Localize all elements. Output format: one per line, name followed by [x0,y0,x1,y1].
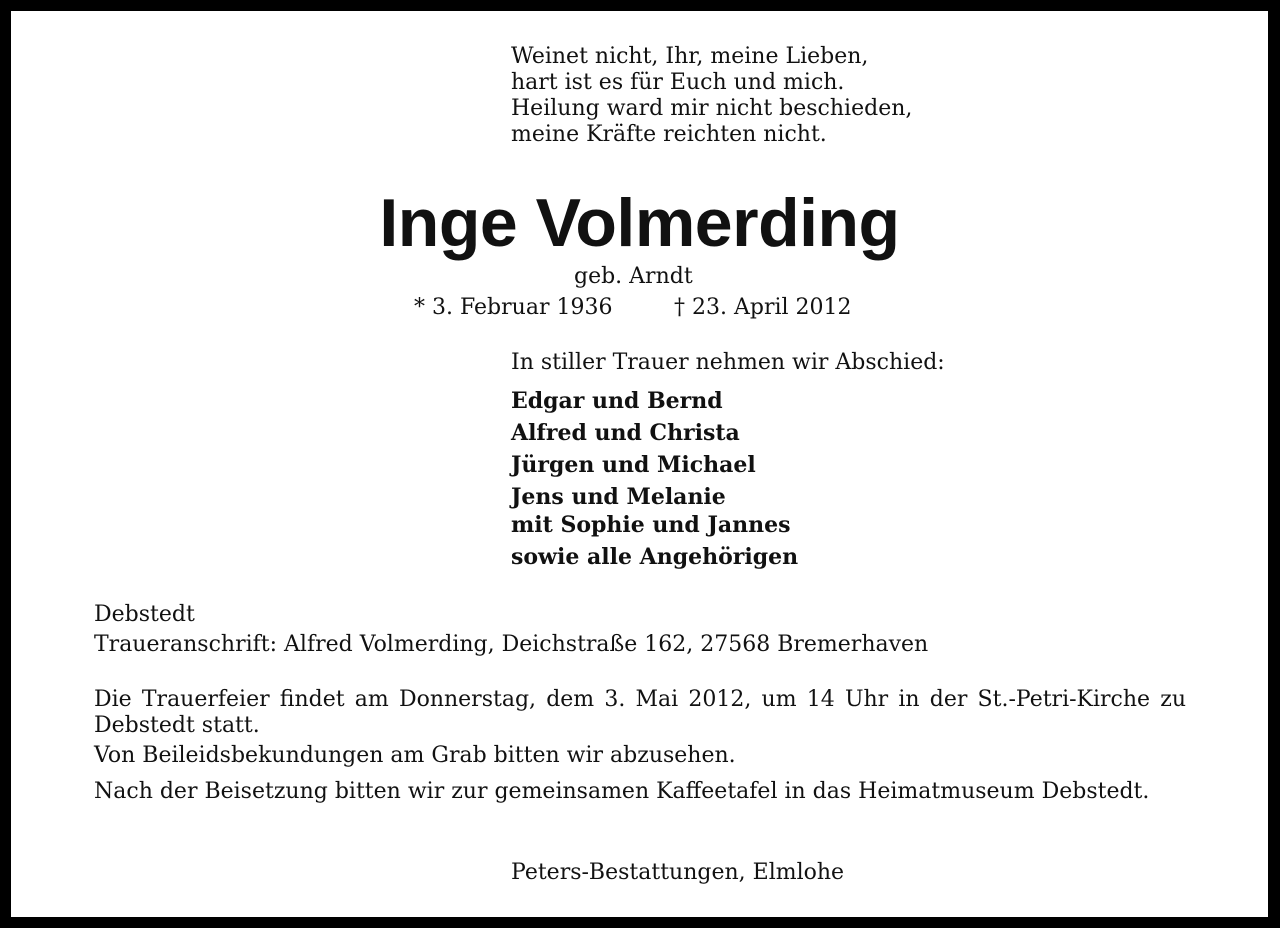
mourner-name: Jens und Melanie [511,484,726,510]
obituary-notice [11,11,1268,917]
mourner-name: mit Sophie und Jannes [511,512,791,538]
place: Debstedt [94,602,195,627]
mourners-intro: In stiller Trauer nehmen wir Abschied: [511,350,945,375]
poem [511,44,912,148]
birth-date: * 3. Februar 1936 [414,295,613,320]
mourner-name: Edgar und Bernd [511,388,723,414]
funeral-notice: Die Trauerfeier findet am Donnerstag, dem 3. Mai 2012, um 14 Uhr in der St.-Petri-Kirche zu Debstedt statt. [94,687,1186,738]
mourner-name: Jürgen und Michael [511,452,756,478]
reception-notice: Nach der Beisetzung bitten wir zur gemeinsamen Kaffeetafel in das Heimatmuseum Debstedt. [94,779,1150,804]
undertaker: Peters-Bestattungen, Elmlohe [511,860,845,885]
birth-name: geb. Arndt [574,264,693,289]
poem-line: hart ist es für Euch und mich. [511,70,845,95]
poem-line: meine Kräfte reichten nicht. [511,122,827,147]
mourner-name: Alfred und Christa [511,420,740,446]
death-date: † 23. April 2012 [674,295,852,320]
mourning-address: Traueranschrift: Alfred Volmerding, Deichstraße 162, 27568 Bremerhaven [94,632,929,657]
deceased-name: Inge Volmerding [379,185,900,261]
condolence-notice: Von Beileidsbekundungen am Grab bitten wir abzusehen. [94,743,736,768]
mourners-list [511,387,798,575]
mourner-name: sowie alle Angehörigen [511,544,799,570]
poem-line: Weinet nicht, Ihr, meine Lieben, [511,44,869,69]
poem-line: Heilung ward mir nicht beschieden, [511,96,913,121]
